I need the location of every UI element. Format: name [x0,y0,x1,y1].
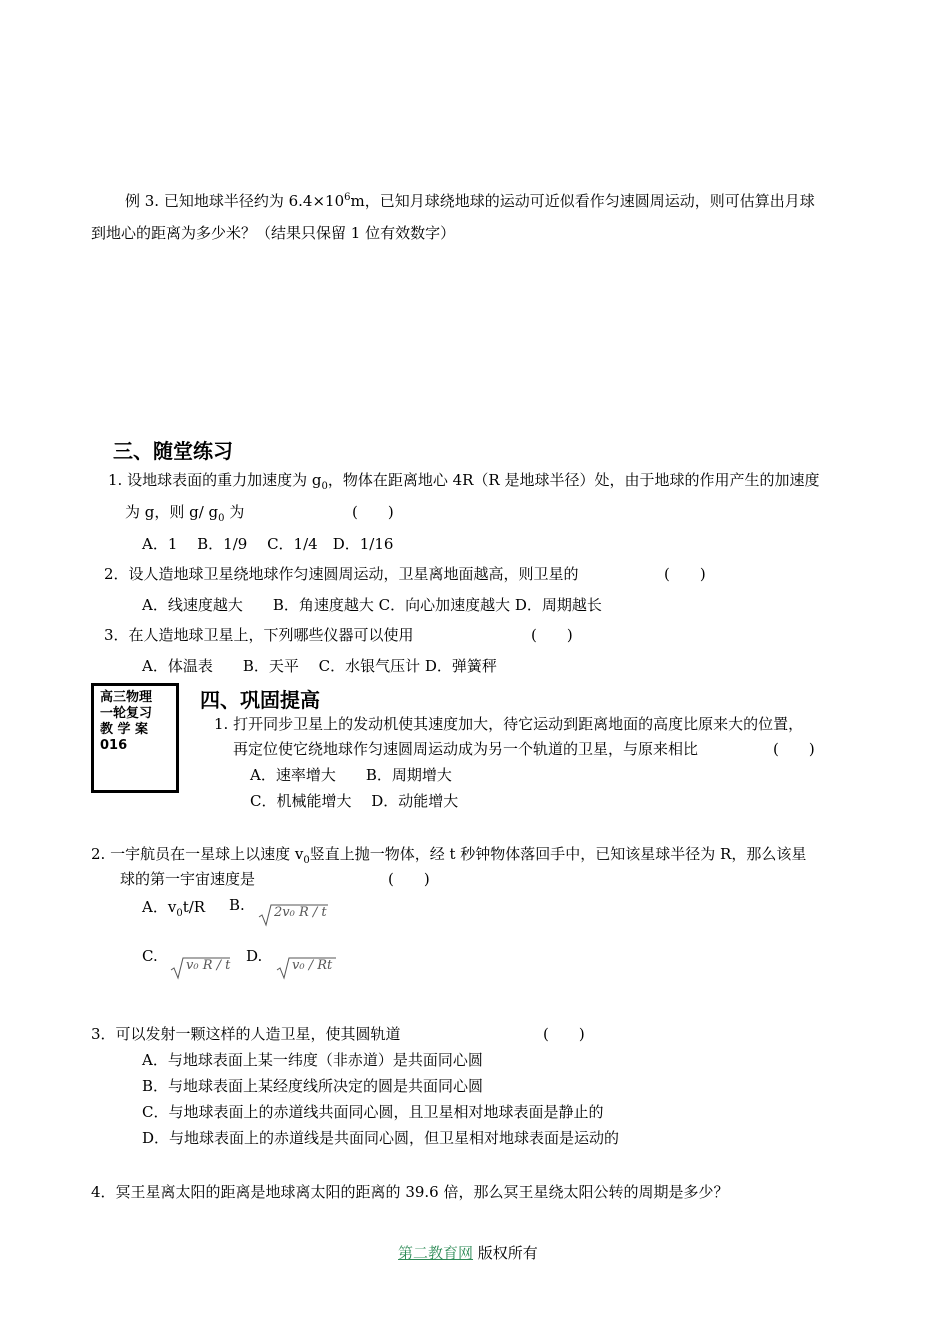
s4-q2-option-a: A．$v_0t/R$ [142,898,206,919]
s4-q2-option-b-label: B. [229,896,245,914]
s4-q3-answer-paren: ( ) [543,1025,585,1043]
course-label-line4: 016 [100,738,128,753]
s4-q2-option-d-formula: v₀ / Rt [276,956,336,978]
s4-q2-line2: 球的第一宇宙速度是 [120,870,256,888]
s4-q2-option-c-formula: v₀ R / t [170,956,230,978]
s4-q3-option-d: D．与地球表面上的赤道线是共面同心圆，但卫星相对地球表面是运动的 [142,1129,620,1147]
footer-rights-text: 版权所有 [473,1244,538,1262]
s4-q2-option-b-formula: 2v₀ R / t [258,903,328,925]
s4-q1-options-ab: A．速率增大 B．周期增大 [250,766,452,784]
s3-q1-line2: 为 g，则 g/ $g_0$ 为 [125,503,245,524]
s4-q1-line2: 再定位使它绕地球作匀速圆周运动成为另一个轨道的卫星，与原来相比 [233,740,699,758]
s3-q1-options: A．1 B．1/9 C．1/4 D．1/16 [142,535,394,553]
example3-line2: 到地心的距离为多少米？（结果只保留 1 位有效数字） [91,224,456,242]
s4-q3-option-a: A．与地球表面上某一纬度（非赤道）是共面同心圆 [142,1051,483,1069]
s4-q2-line1: 2. 一宇航员在一星球上以速度 $v_0$竖直上抛一物体，经 t 秒钟物体落回手中，已知该星球半径为 R，那么该星 [91,845,807,866]
s3-q1-line1: 1. 设地球表面的重力加速度为 $g_0$，物体在距离地心 4R（R 是地球半径）处，由于地球的作用产生的加速度 [108,471,820,492]
course-label-line3: 教 学 案 [100,722,149,737]
s4-q3-option-c: C．与地球表面上的赤道线共面同心圆，且卫星相对地球表面是静止的 [142,1103,604,1121]
s3-q2-options: A．线速度越大 B．角速度越大 C．向心加速度越大 D．周期越长 [142,596,602,614]
course-label-box [91,683,179,793]
section4-heading: 四、巩固提高 [200,688,320,712]
s4-q1-options-cd: C．机械能增大 D．动能增大 [250,792,459,810]
s4-q3-option-b: B．与地球表面上某经度线所决定的圆是共面同心圆 [142,1077,484,1095]
s4-q2-option-d-label: D. [246,947,263,965]
example3-line1: 例 3. 已知地球半径约为 $6.4\times 10^6m$，已知月球绕地球的运动可近似看作匀速圆周运动，则可估算出月球 [125,192,815,210]
s4-q1-answer-paren: ( ) [773,740,815,758]
course-label-line1: 高三物理 [100,690,153,705]
s3-q3-options: A．体温表 B．天平 C．水银气压计 D．弹簧秤 [142,657,497,675]
s3-q3-text: 3．在人造地球卫星上，下列哪些仪器可以使用 [104,626,414,644]
course-label-line2: 一轮复习 [100,706,153,721]
s3-q2-text: 2．设人造地球卫星绕地球作匀速圆周运动，卫星离地面越高，则卫星的 [104,565,579,583]
s4-q2-option-c-label: C. [142,947,158,965]
s3-q2-answer-paren: ( ) [664,565,706,583]
s4-q3-text: 3．可以发射一颗这样的人造卫星，使其圆轨道 [91,1025,401,1043]
s4-q2-answer-paren: ( ) [388,870,430,888]
s4-q4-text: 4．冥王星离太阳的距离是地球离太阳的距离的 39.6 倍，那么冥王星绕太阳公转的周期是多少？ [91,1183,729,1201]
s3-q1-answer-paren: ( ) [352,503,394,521]
footer-site-link[interactable]: 第二教育网 [398,1244,474,1262]
s3-q3-answer-paren: ( ) [531,626,573,644]
footer-copyright [398,1242,538,1263]
s4-q1-line1: 1. 打开同步卫星上的发动机使其速度加大，待它运动到距离地面的高度比原来大的位置， [214,715,804,733]
section3-heading: 三、随堂练习 [113,439,233,463]
